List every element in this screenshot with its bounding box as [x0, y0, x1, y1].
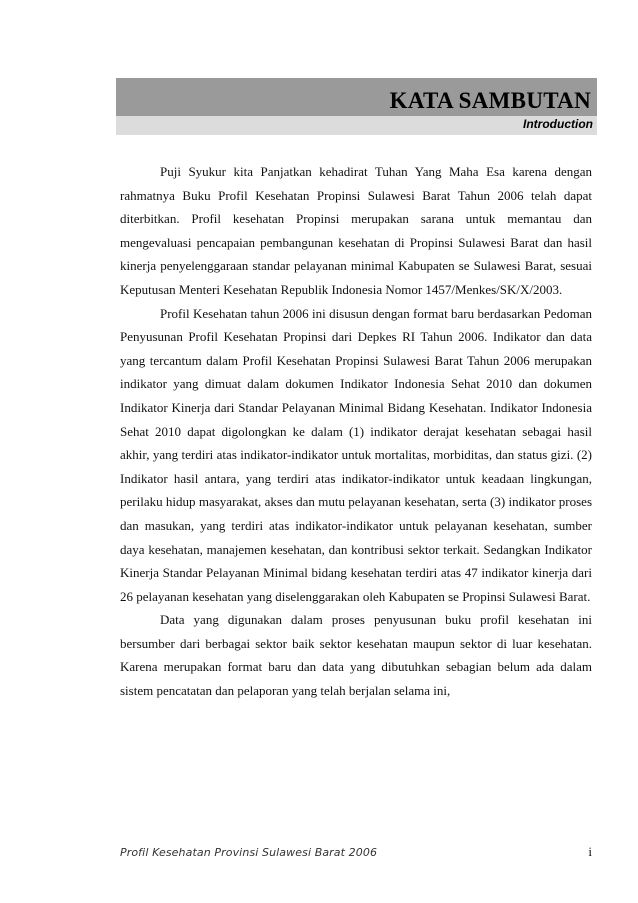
- page-subtitle: Introduction: [523, 117, 593, 131]
- page-title: KATA SAMBUTAN: [389, 88, 591, 113]
- paragraph: Profil Kesehatan tahun 2006 ini disusun dengan format baru berdasarkan Pedoman Penyusunan Profil Kesehatan Propinsi dari Depkes RI Tahun 2006. Indikator dan data yang tercantum dalam Profil Kesehatan Propinsi Sulawesi Barat Tahun 2006 merupakan indikator yang dimuat dalam dokumen Indikator Indonesia Sehat 2010 dan dokumen Indikator Kinerja dari Standar Pelayanan Minimal Bidang Kesehatan. Indikator Indonesia Sehat 2010 dapat digolongkan ke dalam (1) indikator derajat kesehatan sebagai hasil akhir, yang terdiri atas indikator-indikator untuk mortalitas, morbiditas, dan status gizi. (2) Indikator hasil antara, yang terdiri atas indikator-indikator untuk keadaan lingkungan, perilaku hidup masyarakat, akses dan mutu pelayanan kesehatan, serta (3) indikator proses dan masukan, yang terdiri atas indikator-indikator untuk pelayanan kesehatan, sumber daya kesehatan, manajemen kesehatan, dan kontribusi sektor terkait. Sedangkan Indikator Kinerja Standar Pelayanan Minimal bidang kesehatan terdiri atas 47 indikator kinerja dari 26 pelayanan kesehatan yang diselenggarakan oleh Kabupaten se Propinsi Sulawesi Barat.: [120, 305, 592, 604]
- footer-page-number: i: [588, 844, 592, 859]
- body-text: [120, 160, 592, 703]
- paragraph: Puji Syukur kita Panjatkan kehadirat Tuhan Yang Maha Esa karena dengan rahmatnya Buku Profil Kesehatan Propinsi Sulawesi Barat Tahun 2006 telah dapat diterbitkan. Profil kesehatan Propinsi merupakan sarana untuk memantau dan mengevaluasi pencapaian pembangunan kesehatan di Propinsi Sulawesi Barat dan hasil kinerja penyelenggaraan standar pelayanan minimal Kabupaten se Sulawesi Barat, sesuai Keputusan Menteri Kesehatan Republik Indonesia Nomor 1457/Menkes/SK/X/2003.: [120, 164, 592, 297]
- header-subtitle-bar: [116, 116, 597, 135]
- footer-document-name: Profil Kesehatan Provinsi Sulawesi Barat 2006: [120, 846, 378, 859]
- paragraph: Data yang digunakan dalam proses penyusunan buku profil kesehatan ini bersumber dari berbagai sektor baik sektor kesehatan maupun sektor di luar kesehatan. Karena merupakan format baru dan data yang dibutuhkan sebagian belum ada dalam sistem pencatatan dan pelaporan yang telah berjalan selama ini,: [120, 612, 592, 699]
- section-header: [116, 78, 597, 135]
- header-title-bar: [116, 78, 597, 116]
